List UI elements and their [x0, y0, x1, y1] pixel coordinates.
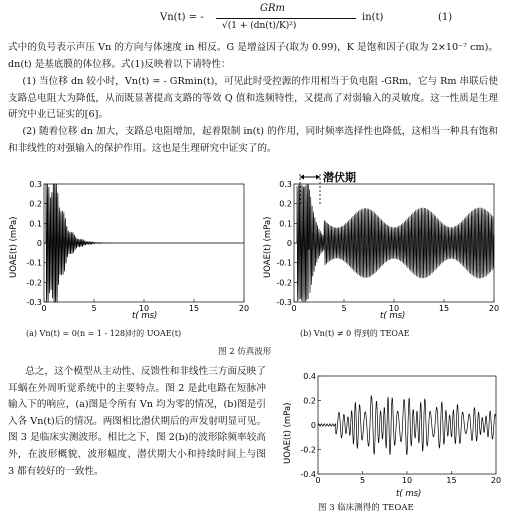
x-tick-label: 20 [238, 304, 250, 313]
x-tick-label: 20 [488, 304, 500, 313]
x-tick-label: 15 [446, 476, 457, 485]
x-tick-label: 5 [341, 304, 347, 313]
equation-numerator: GRm [260, 3, 285, 14]
y-tick-label: 0.1 [29, 219, 42, 229]
figure-3-ylabel: UOAE(t) (mPa) [283, 402, 293, 464]
y-tick-label: 0.1 [279, 219, 292, 229]
figure-2a-xlabel: t( ms) [132, 311, 158, 321]
y-tick-label: 0.2 [29, 199, 42, 209]
figure-3-caption: 图 3 临床测得的 TEOAE [318, 503, 414, 513]
equation-lhs: Vn(t) = - [160, 12, 204, 23]
x-tick-label: 15 [438, 304, 450, 313]
figure-2-caption: 图 2 仿真波形 [218, 347, 272, 357]
paragraph-2: (1) 当位移 dn 较小时，Vn(t) = - GRmin(t)，可见此时受控源的作用相当于负电阻 -GRm，它与 Rm 串联后使支路总电阻大为降低，从而既显著提高支路的等效 Q 值和选频特性，又提高了对弱输入的灵敏度。这一性质是生理研究中业已证实的[6]。 [8, 76, 498, 121]
y-tick-label: 0.3 [279, 180, 292, 189]
figure-2a-waveform [44, 184, 244, 302]
x-tick-label: 5 [91, 304, 97, 313]
figure-2b-waveform [294, 184, 494, 302]
x-tick-label: 20 [490, 476, 502, 485]
y-tick-label: -0.2 [276, 278, 292, 288]
paragraph-3: (2) 随着位移 dn 加大，支路总电阻增加，起着限制 in(t) 的作用，同时频率选择性也降低，这相当一种具有饱和和非线性的对强输入的保护作用。这也是生理研究中证实了的。 [8, 126, 498, 154]
figure-2a-ylabel: UOAE(t) (mPa) [9, 216, 19, 278]
y-tick-label: 0 [36, 239, 42, 248]
y-tick-label: 0.3 [29, 180, 42, 189]
y-tick-label: 0 [286, 239, 292, 248]
y-tick-label: -0.4 [300, 470, 316, 479]
figure-2b-ylabel: UOAE(t) (mPa) [263, 216, 273, 278]
y-tick-label: -0.3 [26, 298, 42, 307]
figure-2a-subcaption: (a) Vn(t) = 0(n = 1 - 128)时的 UOAE(t) [26, 329, 182, 338]
x-tick-label: 15 [188, 304, 200, 313]
equation-rhs: in(t) [362, 12, 384, 23]
equation-denominator: √(1 + (dn(t)/K)²) [222, 21, 297, 31]
figure-3-chart [278, 372, 503, 502]
y-tick-label: -0.1 [26, 258, 42, 268]
x-tick-label: 0 [41, 304, 47, 313]
figure-3-waveform [318, 395, 496, 454]
fraction-line [216, 18, 356, 19]
x-tick-label: 10 [138, 304, 150, 313]
figure-2b-xlabel: t( ms) [380, 311, 406, 321]
x-tick-label: 10 [401, 476, 413, 485]
y-tick-label: -0.1 [276, 258, 292, 268]
y-tick-label: 0.2 [279, 199, 292, 209]
figure-2b-chart [258, 166, 503, 326]
y-tick-label: 0.4 [303, 372, 316, 381]
y-tick-label: 0.2 [303, 396, 316, 406]
equation [160, 3, 420, 42]
figure-3-xlabel: t( ms) [396, 489, 422, 499]
x-tick-label: 5 [359, 476, 366, 485]
figure-2a-chart [4, 166, 254, 326]
y-tick-label: -0.3 [276, 298, 292, 307]
paragraph-4: 总之，这个模型从主动性、反馈性和非线性三方面反映了耳蜗在外周听觉系统中的主要特点。图 2 是此电路在短脉冲输入下的响应，(a)图是令所有 Vn 均为零的情况，(b)图是引入各 Vn(t)后的情况。两图相比潜伏期后的声发射明显可见。图 3 是临床实测波形。相比之下，图 2(b)的波形除频率较高外，在波形概貌、波形幅度、潜伏期大小和持续时间上与图 3 都有较好的一致性。 [8, 366, 266, 477]
y-tick-label: 0 [310, 421, 316, 430]
latency-arrowhead-left [300, 175, 304, 180]
y-tick-label: -0.2 [300, 445, 316, 455]
figure-2b-subcaption: (b) Vn(t) ≠ 0 得到的 TEOAE [300, 329, 410, 338]
x-tick-label: 0 [291, 304, 297, 313]
y-tick-label: -0.2 [26, 278, 42, 288]
paragraph-1: 式中的负号表示声压 Vn 的方向与体速度 in 相反。G 是增益因子(取为 0.99)，K 是饱和因子(取为 2×10⁻⁷ cm)。dn(t) 是基底膜的体位移。式(1)反映着以下请特性： [8, 42, 498, 70]
x-tick-label: 0 [315, 476, 321, 485]
x-tick-label: 10 [388, 304, 400, 313]
equation-number: (1) [438, 12, 453, 23]
latency-arrowhead-right [316, 175, 320, 180]
latency-label: 潜伏期 [323, 171, 356, 184]
